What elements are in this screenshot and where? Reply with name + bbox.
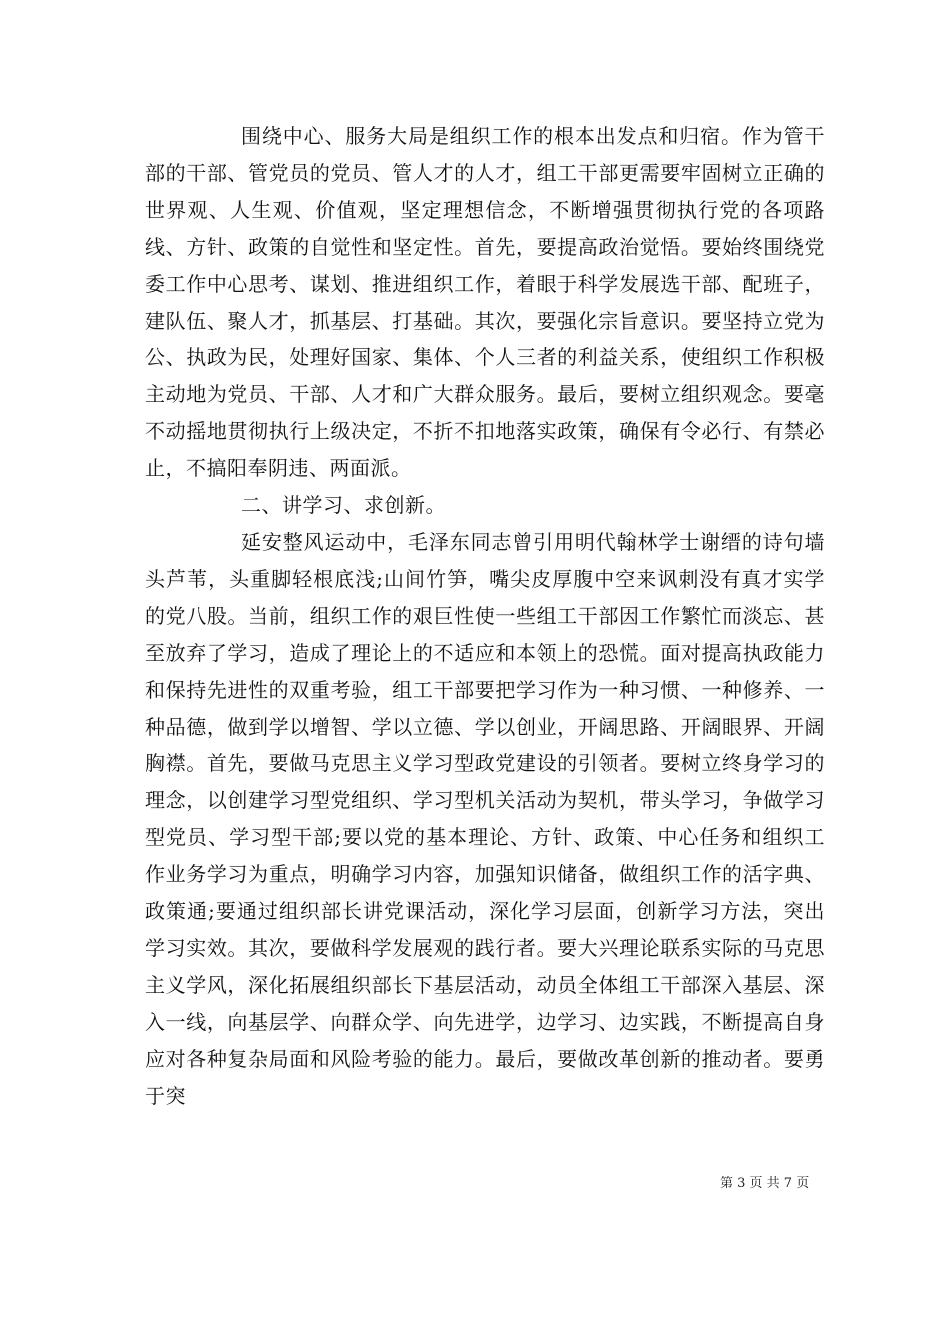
paragraph-study-innovate: 延安整风运动中，毛泽东同志曾引用明代翰林学士谢缙的诗句墙头芦苇，头重脚轻根底浅;山间竹笋，嘴尖皮厚腹中空来讽刺没有真才实学的党八股。当前，组织工作的艰巨性使一些组工干部因工作繁忙而淡忘、甚至放弃了学习，造成了理论上的不适应和本领上的恐慌。面对提高执政能力和保持先进性的双重考验，组工干部要把学习作为一种习惯、一种修养、一种品德，做到学以增智、学以立德、学以创业，开阔思路、开阔眼界、开阔胸襟。首先，要做马克思主义学习型政党建设的引领者。要树立终身学习的理念，以创建学习型党组织、学习型机关活动为契机，带头学习，争做学习型党员、学习型干部;要以党的基本理论、方针、政策、中心任务和组织工作业务学习为重点，明确学习内容，加强知识储备，做组织工作的活字典、政策通;要通过组织部长讲党课活动，深化学习层面，创新学习方法，突出学习实效。其次，要做科学发展观的践行者。要大兴理论联系实际的马克思主义学风，深化拓展组织部长下基层活动，动员全体组工干部深入基层、深入一线，向基层学、向群众学、向先进学，边学习、边实践，不断提高自身应对各种复杂局面和风险考验的能力。最后，要做改革创新的推动者。要勇于突 <box>145 529 825 1108</box>
document-body <box>145 118 825 1114</box>
section-heading-study-innovate: 二、讲学习、求创新。 <box>241 493 446 518</box>
page-number-footer: 第 3 页 共 7 页 <box>720 1176 810 1191</box>
paragraph-serve-overall: 围绕中心、服务大局是组织工作的根本出发点和归宿。作为管干部的干部、管党员的党员、管人才的人才，组工干部更需要牢固树立正确的世界观、人生观、价值观，坚定理想信念，不断增强贯彻执行党的各项路线、方针、政策的自觉性和坚定性。首先，要提高政治觉悟。要始终围绕党委工作中心思考、谋划、推进组织工作，着眼于科学发展选干部、配班子，建队伍、聚人才，抓基层、打基础。其次，要强化宗旨意识。要坚持立党为公、执政为民，处理好国家、集体、个人三者的利益关系，使组织工作积极主动地为党员、干部、人才和广大群众服务。最后，要树立组织观念。要毫不动摇地贯彻执行上级决定，不折不扣地落实政策，确保有令必行、有禁必止，不搞阳奉阴违、两面派。 <box>145 124 825 481</box>
